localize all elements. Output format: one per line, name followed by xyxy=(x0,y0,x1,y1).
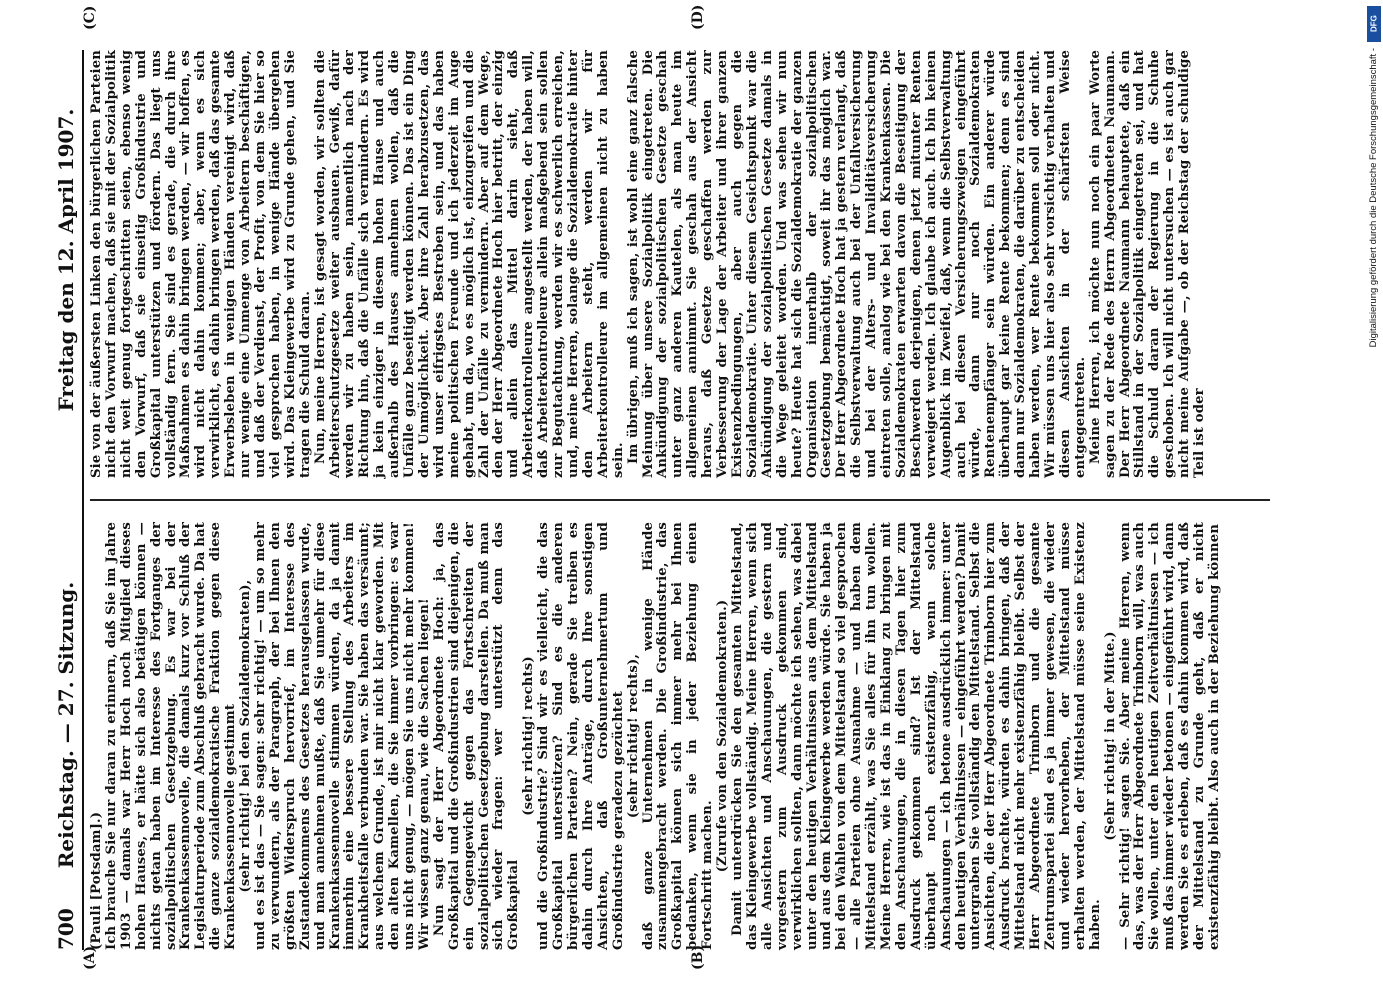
session-date: Freitag den 12. April 1907. xyxy=(54,108,78,412)
paragraph: Im übrigen, muß ich sagen, ist wohl eine ganz falsche Meinung über unsere Sozialpolitik eingetreten. Die Ankündigung der sozialpolitischen Gesetze geschah unter ganz anderen Kautelen, als man heute im allgemeinen annimmt. Sie geschah aus der Ansicht heraus, daß Gesetze geschaffen werden zur Verbesserung der Lage der Arbeiter und ihrer ganzen Existenzbedingungen, aber auch gegen die Sozialdemokratie. Unter diesem Gesichtspunkt war die Ankündigung der sozialpolitischen Gesetze damals in die Wege geleitet worden. Und was sehen wir nun heute? Heute hat sich die Sozialdemokratie der ganzen Organisation innerhalb der sozialpolitischen Gesetzgebung bemächtigt, soweit ihr das möglich war. Der Herr Abgeordnete Hoch hat ja gestern verlangt, daß die Selbstverwaltung auch bei der Unfallversicherung und bei der Alters- und Invaliditätsversicherung eintreten solle, analog wie bei den Krankenkassen. Die Sozialdemokraten erwarten davon die Beseitigung der Beschwerden derjenigen, denen jetzt mitunter Renten verweigert werden. Ich glaube ich auch. Ich bin keinen Augenblick im Zweifel, daß, wenn die Selbstverwaltung auch bei diesen Versicherungszweigen eingeführt würde, dann nur noch Sozialdemokraten Rentenempfänger sein würden. Ein anderer würde überhaupt gar keine Rente bekommen; denn es sind dann nur Sozialdemokraten, die darüber zu entscheiden haben werden, wer Rente bekommen soll oder nicht. Wir müssen uns hier also sehr vorsichtig verhalten und diesen Ansichten in der schärfsten Weise entgegentreten. xyxy=(625,50,1088,478)
margin-marker-a: (A) xyxy=(82,945,98,970)
paragraph: Nun sagt der Herr Abgeordnete Hoch: ja, das Großkapital und die Großindustrien sind diejenigen, die ein Gegengewicht gegen das Fortschreiten der sozialpolitischen Gesetzgebung darstellen. Da muß man sich wieder fragen: wer unterstützt denn das Großkapital xyxy=(431,522,522,950)
paragraph: Nun, meine Herren, ist gesagt worden, wir sollten die Arbeiterschutzgesetze weiter ausbauen. Gewiß, dafür werden wir zu haben sein, namentlich nach der Richtung hin, daß die Unfälle sich vermindern. Es wird ja kein einziger in diesem hohen Hause und auch außerhalb des Hauses annehmen wollen, daß die Unfälle ganz beseitigt werden können. Das ist ein Ding der Unmöglichkeit. Aber ihre Zahl herabzusetzen, das wird unser eifrigstes Bestreben sein, und das haben meine politischen Freunde und ich jederzeit im Auge gehabt, um da, wo es möglich ist, einzugreifen und die Zahl der Unfälle zu vermindern. Aber auf dem Wege, den der Herr Abgeordnete Hoch hier betritt, der einzig und allein das Mittel darin sieht, daß Arbeiterkontrolleure angestellt werden, der haben will, daß Arbeiterkontrolleure allein maßgebend sein sollen zur Begutachtung, werden wir es schwerlich erreichen, und, meine Herren, solange die Sozialdemokratie hinter den Arbeitern steht, werden wir für Arbeiterkontrolleure im allgemeinen nicht zu haben sein. xyxy=(312,50,626,478)
column-divider xyxy=(90,499,1270,501)
paragraph: daß ganze Unternehmen in wenige Hände zusammengebracht werden. Die Großindustrie, das Großkapital können sich immer mehr bei Ihnen bedanken, wenn sie in jeder Beziehung einen Fortschritt machen. xyxy=(640,522,716,950)
interjection: (Sehr richtig! in der Mitte.) xyxy=(1102,631,1118,841)
right-column xyxy=(90,50,1270,478)
digitization-credit: Digitalisierung gefördert durch die Deutsche Forschungsgemeinschaft - xyxy=(1368,48,1379,348)
paragraph: (Pauli [Potsdam].) xyxy=(89,811,104,950)
sitting-title: Reichstag. — 27. Sitzung. xyxy=(54,581,78,869)
left-column xyxy=(90,522,1270,950)
interjection: (sehr richtig! rechts) xyxy=(521,656,537,816)
page-header xyxy=(48,50,84,950)
margin-marker-d: (D) xyxy=(690,4,706,30)
paragraph: Ich brauche Sie nur daran zu erinnern, daß Sie im Jahre 1903 — damals war Herr Hoch noch Mitglied dieses hohen Hauses, er hätte sich also betätigen können — nichts getan haben im Interesse des Fortganges der sozialpolitischen Gesetzgebung. Es war bei der Krankenkassennovelle, die damals kurz vor Schluß der Legislaturperiode zum Abschluß gebracht wurde. Da hat die ganze sozialdemokratische Fraktion gegen diese Krankenkassennovelle gestimmt xyxy=(103,522,239,950)
interjection: (Zurufe von den Sozialdemokraten.) xyxy=(715,599,731,873)
paragraph: Meine Herren, ich möchte nun noch ein paar Worte sagen zu der Rede des Herrn Abgeordneten Naumann. Der Herr Abgeordnete Naumann behauptete, daß ein Stillstand in der Sozialpolitik eingetreten sei, und hat die Schuld daran der Regierung in die Schuhe geschoben. Ich will nicht untersuchen — es ist auch gar nicht meine Aufgabe —, ob der Reichstag der schuldige Teil ist oder xyxy=(1087,50,1208,478)
interjection: (sehr richtig! rechts), xyxy=(625,653,641,819)
page-number: 700 xyxy=(54,908,78,950)
dfg-logo: DFG xyxy=(1367,6,1381,42)
paragraph: Sie von der äußersten Linken den bürgerlichen Parteien nicht den Vorwurf machen, daß sie mit der Sozialpolitik nicht weit genug fortgeschritten seien, ebenso wenig den Vorwurf, daß sie einseitig Großindustrie und Großkapital unterstützen und fördern. Das liegt uns vollständig fern. Sie sind es gerade, die durch ihre Maßnahmen es dahin bringen werden, — wir hoffen, es wird nicht dahin kommen; aber, wenn es sich verwirklicht, es dahin bringen werden, daß das gesamte Erwerbsleben in wenigen Händen vereinigt wird, daß nur wenige eine Unmenge von Arbeitern beschäftigen, und daß der Verdienst, der Profit, von dem Sie hier so viel gesprochen haben, in wenige Hände übergehen wird. Das Kleingewerbe wird zu Grunde gehen, und Sie tragen die Schuld daran. xyxy=(89,50,313,478)
margin-marker-b: (B) xyxy=(690,944,706,970)
paragraph: und die Großindustrie? Sind wir es vielleicht, die das Großkapital unterstützen? Sind es die anderen bürgerlichen Parteien? Nein, gerade Sie treiben es dahin durch Ihre Anträge, durch Ihre sonstigen Ansichten, daß Großunternehmertum und Großindustrie geradezu gezüchtet xyxy=(536,522,626,950)
paragraph: — Sehr richtig! sagen Sie. Aber meine Herren, wenn das, was der Herr Abgeordnete Trimborn will, was auch Sie wollen, unter den heutigen Zeitverhältnissen — ich muß das immer wieder betonen — eingeführt wird, dann werden Sie es erleben, daß es dahin kommen wird, daß der Mittelstand zu Grunde geht, daß er nicht existenzfähig bleibt. Also auch in der Beziehung können xyxy=(1117,522,1222,950)
margin-marker-c: (C) xyxy=(82,5,98,30)
paragraph: Damit unterdrücken Sie den gesamten Mittelstand, das Kleingewerbe vollständig. Meine Herren, wenn sich alle Ansichten und Anschauungen, die gestern und vorgestern zum Ausdruck gekommen sind, verwirklichen sollten, dann möchte ich sehen, was dabei unter den heutigen Verhältnissen aus dem Mittelstand und aus dem Kleingewerbe werden würde. Sie haben ja bei den Wahlen von dem Mittelstand so viel gesprochen — alle Parteien ohne Ausnahme — und haben dem Mittelstand erzählt, was Sie alles für ihn tun wollen. Meine Herren, wie ist das in Einklang zu bringen mit den Anschauungen, die in diesen Tagen hier zum Ausdruck gekommen sind? Ist der Mittelstand überhaupt noch existenzfähig, wenn solche Anschauungen — ich betone ausdrücklich immer: unter den heutigen Verhältnissen — eingeführt werden? Damit untergraben Sie vollständig den Mittelstand. Selbst die Ansichten, die der Herr Abgeordnete Trimborn hier zum Ausdruck brachte, würden es dahin bringen, daß der Mittelstand nicht mehr existenzfähig bleibt. Selbst der Herr Abgeordnete Trimborn und die gesamte Zentrumspartei sind es ja immer gewesen, die wieder und wieder hervorheben, der Mittelstand müsse erhalten werden, der Mittelstand müsse seine Existenz haben. xyxy=(729,522,1103,950)
interjection: (sehr richtig! bei den Sozialdemokraten), xyxy=(238,579,254,893)
paragraph: und es ist das — Sie sagen: sehr richtig! — um so mehr zu verwundern, als der Paragraph, der bei Ihnen den größten Widerspruch hervorrief, im Interesse des Zustandekommens des Gesetzes herausgelassen wurde, und man annehmen mußte, daß Sie unmehr für diese Krankenkassennovelle stimmen würden, da ja damit immerhin eine bessere Stellung des Arbeiters im Krankheitsfalle verbunden war. Sie haben das versäumt; aus welchem Grunde, ist mir nicht klar geworden. Mit den alten Kamellen, die Sie immer vorbringen: es war uns nicht genug, — mögen Sie uns nicht mehr kommen! Wir wissen ganz genau, wie die Sachen liegen! xyxy=(252,522,432,950)
